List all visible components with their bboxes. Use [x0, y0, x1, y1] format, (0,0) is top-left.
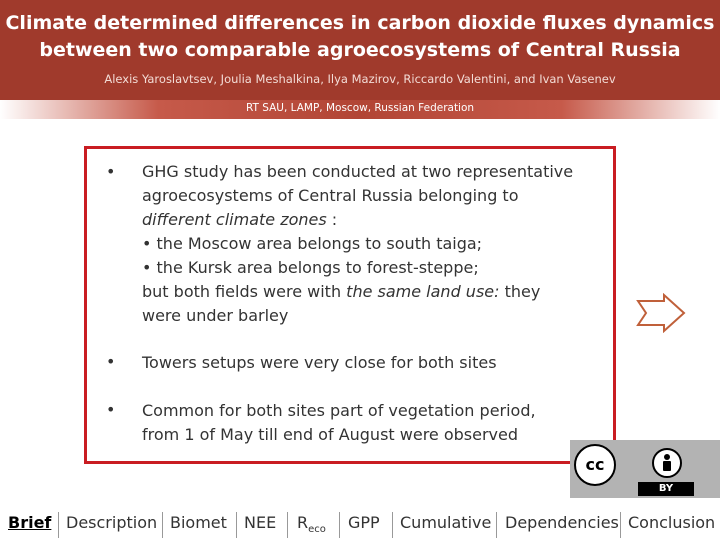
bottom-nav [0, 506, 720, 540]
nav-dependencies[interactable]: Dependencies [505, 513, 619, 532]
bullet-2-text: Towers setups were very close for both sites [142, 353, 497, 372]
bullet-3: • [106, 400, 116, 419]
nav-divider [236, 512, 237, 538]
attribution-icon [652, 448, 682, 478]
nav-divider [58, 512, 59, 538]
nav-nee[interactable]: NEE [244, 513, 277, 532]
cc-icon: cc [574, 444, 616, 486]
nav-divider [496, 512, 497, 538]
bullet-1: • [106, 162, 116, 181]
nav-description[interactable]: Description [66, 513, 158, 532]
authors-line: Alexis Yaroslavtsev, Joulia Meshalkina, Ilya Mazirov, Riccardo Valentini, and Ivan Vasenev [104, 72, 616, 86]
nav-reco[interactable]: $R_{eco}$ [297, 513, 326, 535]
bullet-1-text: GHG study has been conducted at two representative agroecosystems of Central Russia belonging to different climate zones : • the Moscow area belongs to south taiga; • the Kursk area belongs to forest-steppe; but both fields were with the same land use: they were under barley [142, 162, 574, 325]
nav-divider [287, 512, 288, 538]
cc-license-badge [570, 440, 720, 498]
sub-bullet-moscow: • the Moscow area belongs to south taiga; [142, 234, 483, 253]
nav-cumulative[interactable]: Cumulative [400, 513, 492, 532]
arrow-right-outline-icon[interactable] [636, 293, 686, 333]
nav-gpp[interactable]: GPP [348, 513, 380, 532]
nav-divider [339, 512, 340, 538]
sub-bullet-kursk: • the Kursk area belongs to forest-steppe; [142, 258, 479, 277]
nav-biomet[interactable]: Biomet [170, 513, 227, 532]
nav-divider [620, 512, 621, 538]
nav-brief[interactable]: Brief [8, 513, 52, 532]
page-title: Climate determined differences in carbon dioxide fluxes dynamics between two comparable agroecosystems of Central Russia [5, 12, 715, 61]
bullet-3-text: Common for both sites part of vegetation period, from 1 of May till end of August were observed [142, 401, 536, 444]
affiliation-text: RT SAU, LAMP, Moscow, Russian Federation [245, 102, 475, 114]
by-label: BY [638, 482, 694, 496]
bullet-2: • [106, 352, 116, 371]
nav-divider [162, 512, 163, 538]
nav-divider [392, 512, 393, 538]
nav-conclusion[interactable]: Conclusion [628, 513, 716, 532]
